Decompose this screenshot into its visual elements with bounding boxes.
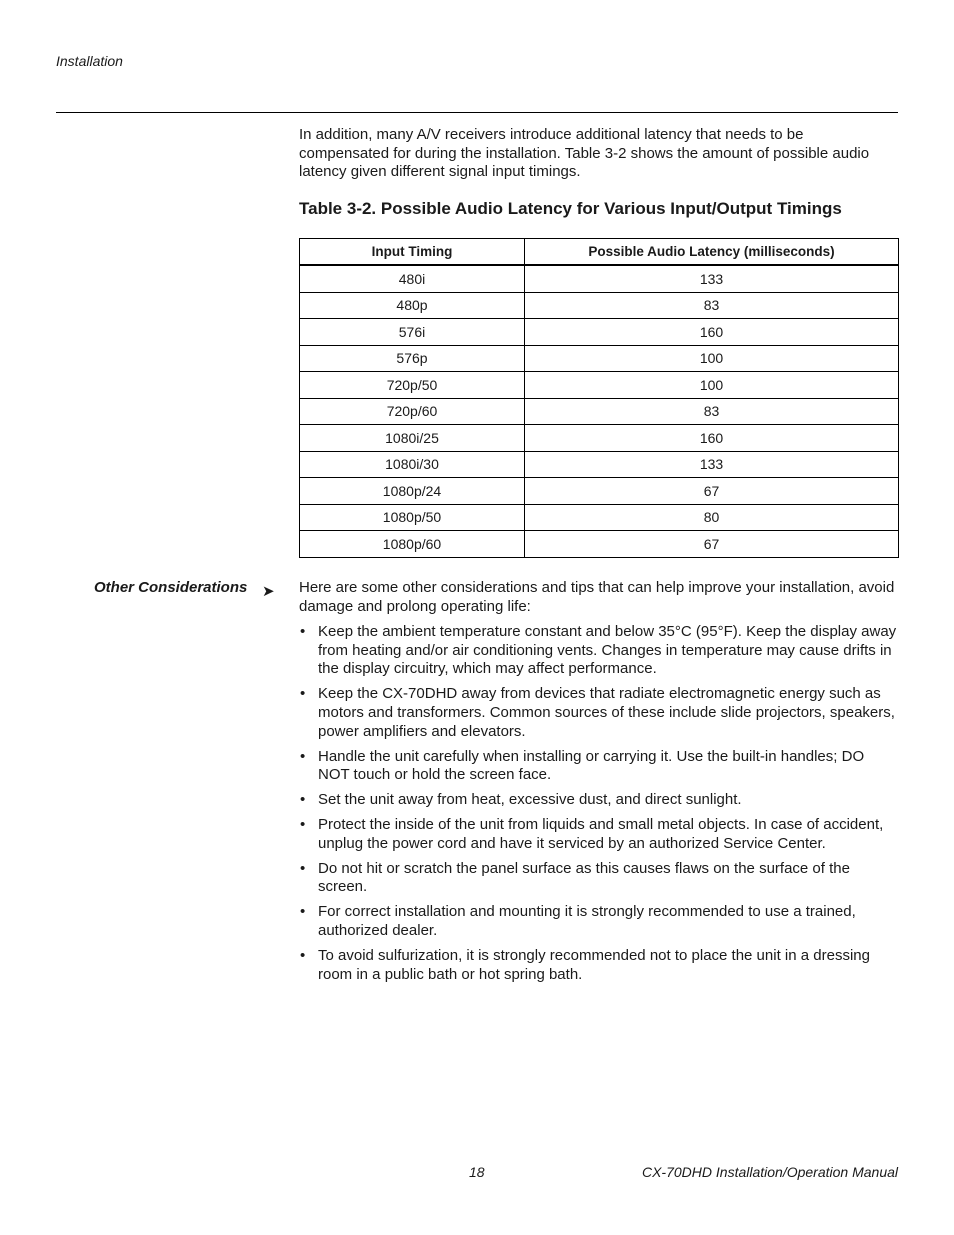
latency-cell: 83 [525, 398, 899, 425]
table-title: Table 3-2. Possible Audio Latency for Various Input/Output Timings [299, 199, 842, 218]
table-row [300, 345, 899, 372]
list-item: • Do not hit or scratch the panel surface as this causes flaws on the surface of the screen. [299, 860, 897, 897]
latency-cell: 160 [525, 425, 899, 452]
intro-paragraph: In addition, many A/V receivers introduce additional latency that needs to be compensated for during the installation. Table 3-2 shows the amount of possible audio latency given different signal input timings. [299, 126, 870, 181]
list-item: • Set the unit away from heat, excessive dust, and direct sunlight. [299, 791, 897, 810]
table-row [300, 372, 899, 399]
footer-doc-title: CX-70DHD Installation/Operation Manual [641, 1164, 898, 1180]
latency-cell: 133 [525, 265, 899, 292]
latency-cell: 100 [525, 345, 899, 372]
table-row [300, 265, 899, 292]
table-row [300, 425, 899, 452]
input-timing-cell: 576p [300, 345, 525, 372]
latency-cell: 80 [525, 504, 899, 531]
section-arrow-icon: ➤ [262, 583, 275, 600]
input-timing-cell: 720p/60 [300, 398, 525, 425]
list-item: • Keep the ambient temperature constant and below 35°C (95°F). Keep the display away from heating and/or air conditioning vents. Changes in temperature may cause drifts in the display circuitry, which may affect performance. [299, 623, 897, 679]
latency-cell: 67 [525, 478, 899, 505]
input-timing-cell: 1080p/60 [300, 531, 525, 558]
latency-cell: 100 [525, 372, 899, 399]
latency-table [299, 238, 899, 558]
latency-cell: 160 [525, 319, 899, 346]
input-timing-cell: 480p [300, 292, 525, 319]
input-timing-cell: 480i [300, 265, 525, 292]
list-item: • Keep the CX-70DHD away from devices that radiate electromagnetic energy such as motors and transformers. Common sources of these include slide projectors, speakers, power amplifiers and elevators. [299, 685, 897, 741]
considerations-intro: Here are some other considerations and tips that can help improve your installation, avoid damage and prolong operating life: [299, 579, 895, 615]
table-row [300, 478, 899, 505]
input-timing-cell: 1080i/30 [300, 451, 525, 478]
column-header-input-timing: Input Timing [300, 239, 525, 266]
latency-cell: 83 [525, 292, 899, 319]
input-timing-cell: 1080p/24 [300, 478, 525, 505]
table-row [300, 504, 899, 531]
latency-cell: 133 [525, 451, 899, 478]
input-timing-cell: 1080i/25 [300, 425, 525, 452]
input-timing-cell: 576i [300, 319, 525, 346]
considerations-list [299, 623, 897, 990]
table-header-row [300, 239, 899, 266]
list-item: • To avoid sulfurization, it is strongly recommended not to place the unit in a dressing room in a public bath or hot spring bath. [299, 947, 897, 984]
table-row [300, 319, 899, 346]
input-timing-cell: 1080p/50 [300, 504, 525, 531]
page-number: 18 [469, 1164, 485, 1180]
input-timing-cell: 720p/50 [300, 372, 525, 399]
table-row [300, 292, 899, 319]
table-row [300, 451, 899, 478]
column-header-audio-latency: Possible Audio Latency (milliseconds) [525, 239, 899, 266]
list-item: • For correct installation and mounting it is strongly recommended to use a trained, authorized dealer. [299, 903, 897, 940]
table-row [300, 398, 899, 425]
latency-cell: 67 [525, 531, 899, 558]
running-header: Installation [56, 53, 123, 69]
section-heading-other-considerations: Other Considerations [94, 579, 248, 596]
table-row [300, 531, 899, 558]
list-item: • Handle the unit carefully when installing or carrying it. Use the built-in handles; DO NOT touch or hold the screen face. [299, 748, 897, 785]
list-item: • Protect the inside of the unit from liquids and small metal objects. In case of accident, unplug the power cord and have it serviced by an authorized Service Center. [299, 816, 897, 853]
header-divider [56, 112, 898, 113]
